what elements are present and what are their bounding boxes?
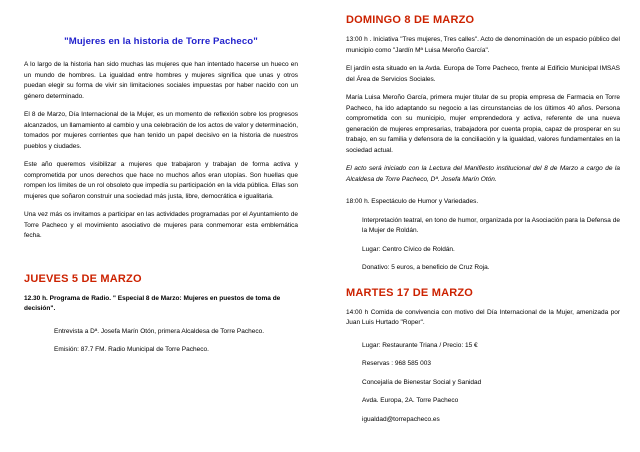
event-detail-entrevista: Entrevista a Dª. Josefa Marín Otón, primera Alcaldesa de Torre Pacheco. bbox=[54, 327, 265, 335]
section-heading-martes: MARTES 17 DE MARZO bbox=[346, 286, 474, 299]
intro-paragraph-2: El 8 de Marzo, Día Internacional de la Mujer, es un momento de reflexión sobre los progresos alcanzados, un llamamiento al cambio y una celebración de los actos de valor y determinación, tomados por mujeres corrientes que han tenido un papel decisivo en la historia de nuestros pueblos y ciudades. bbox=[24, 111, 298, 150]
event-detail-reservas: Reservas : 968 585 003 bbox=[362, 360, 432, 368]
event-detail-lugar-triana: Lugar: Restaurante Triana / Precio: 15 € bbox=[362, 341, 478, 349]
manifiesto-note: El acto será iniciado con la Lectura del Manifiesto institucional del 8 de Marzo a cargo de la Alcaldesa de Torre Pacheco, Dª. Josefa Marín Otón. bbox=[346, 165, 620, 183]
event-description-teatro: Interpretación teatral, en tono de humor, organizada por la Asociación para la Defensa de la Mujer de Roldán. bbox=[362, 216, 620, 235]
event-location-jardin: El jardín esta situado en la Avda. Europa de Torre Pacheco, frente al Edificio Municipal IMSAS del Área de Servicios Sociales. bbox=[346, 65, 620, 83]
event-detail-donativo: Donativo: 5 euros, a beneficio de Cruz Roja. bbox=[362, 264, 490, 272]
intro-paragraph-3: Este año queremos visibilizar a mujeres que trabajaron y trabajan de forma activa y comprometida por unos derechos que hace no muchos años eran utopías. Son huellas que rompen los límites de un rol obsoleto que impedía su participación en la vida pública. Ellas son mujeres que soñaron construir una sociedad más justa, libre, democrática e igualitaria. bbox=[24, 161, 298, 200]
page-title: "Mujeres en la historia de Torre Pacheco" bbox=[64, 36, 258, 47]
event-detail-emision: Emisión: 87.7 FM. Radio Municipal de Torre Pacheco. bbox=[54, 346, 209, 354]
intro-paragraph-4: Una vez más os invitamos a participar en las actividades programadas por el Ayuntamiento de Torre Pacheco y el movimiento asociativo de mujeres para conmemorar esta emblemática fecha. bbox=[24, 211, 298, 240]
event-title-espectaculo: 18:00 h. Espectáculo de Humor y Variedades. bbox=[346, 198, 479, 206]
event-detail-lugar-roldan: Lugar: Centro Cívico de Roldán. bbox=[362, 245, 455, 253]
right-column bbox=[320, 0, 640, 452]
intro-paragraph-1: A lo largo de la historia han sido muchas las mujeres que han intentado hacerse un hueco en un mundo de hombres. La igualdad entre hombres y mujeres significa que unas y otros puedan elegir su forma de vivir sin limitaciones sociales impuestas por haber nacido con un género determinado. bbox=[24, 61, 298, 100]
section-heading-jueves: JUEVES 5 DE MARZO bbox=[24, 272, 142, 285]
contact-direccion: Avda. Europa, 2A. Torre Pacheco bbox=[362, 397, 459, 405]
contact-email: igualdad@torrepacheco.es bbox=[362, 415, 440, 423]
bio-maria-luisa-merono: María Luisa Meroño García, primera mujer titular de su propia empresa de Farmacia en Torre Pacheco, ha ido adaptando su negocio a las circunstancias de los últimos 40 años. Persona comprometida con su municipio, mujer emprendedora y activa, referente de una nueva generación de mujeres empresarias, trabajadora por cuenta propia, capaz de prosperar en su trabajo, en su familia y defensora de la conciliación y la igualdad, valores fundamentales en la sociedad actual. bbox=[346, 94, 620, 154]
section-heading-domingo: DOMINGO 8 DE MARZO bbox=[346, 14, 475, 26]
event-title-tres-mujeres: 13:00 h . Iniciativa "Tres mujeres, Tres calles". Acto de denominación de un espacio público del municipio como "Jardín Mª Luisa Meroño García". bbox=[346, 36, 620, 54]
event-title-radio: 12.30 h. Programa de Radio. " Especial 8 de Marzo: Mujeres en puestos de toma de decisión". bbox=[24, 294, 281, 313]
event-title-comida: 14:00 h Comida de convivencia con motivo del Día Internacional de la Mujer, amenizada por Juan Luis Hurtado "Roper". bbox=[346, 308, 620, 327]
contact-concejalia: Concejalía de Bienestar Social y Sanidad bbox=[362, 378, 482, 386]
